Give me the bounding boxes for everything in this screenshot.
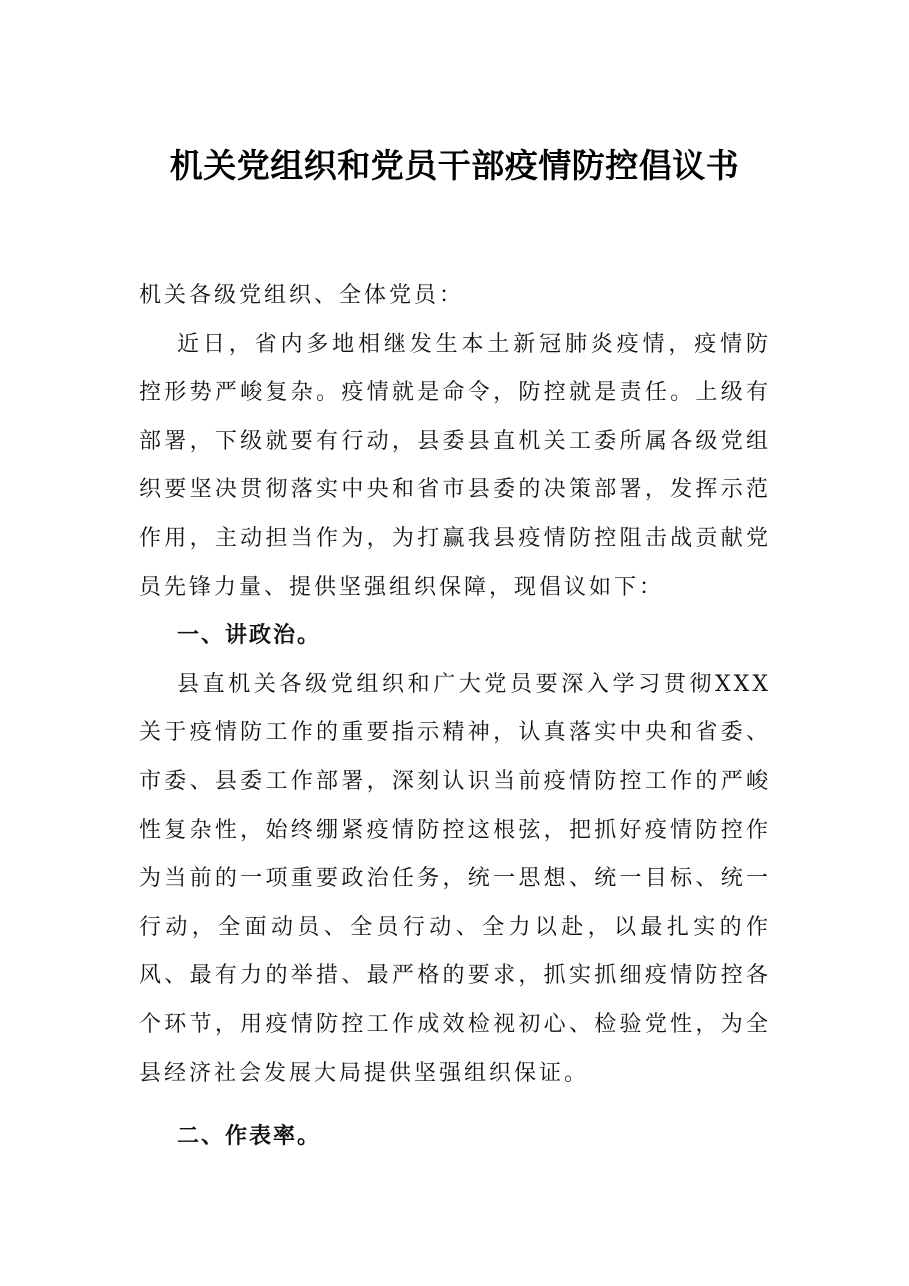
section-2-heading: 二、作表率。 bbox=[177, 1124, 322, 1150]
document-title: 机关党组织和党员干部疫情防控倡议书 bbox=[169, 146, 740, 185]
salutation: 机关各级党组织、全体党员： bbox=[139, 283, 465, 308]
section-1-paragraph: 县直机关各级党组织和广大党员要深入学习贯彻XXX关于疫情防工作的重要指示精神，认真落实中央和省委、市委、县委工作部署，深刻认识当前疫情防控工作的严峻性复杂性，始终绷紧疫情防控这根弦，把抓好疫情防控作为当前的一项重要政治任务，统一思想、统一目标、统一行动，全面动员、全员行动、全力以赴，以最扎实的作风、最有力的举措、最严格的要求，抓实抓细疫情防控各个环节，用疫情防控工作成效检视初心、检验党性，为全县经济社会发展大局提供坚强组织保证。 bbox=[139, 671, 771, 1086]
intro-paragraph: 近日，省内多地相继发生本土新冠肺炎疫情，疫情防控形势严峻复杂。疫情就是命令，防控就是责任。上级有部署，下级就要有行动，县委县直机关工委所属各级党组织要坚决贯彻落实中央和省市县委的决策部署，发挥示范作用，主动担当作为，为打赢我县疫情防控阻击战贡献党员先锋力量、提供坚强组织保障，现倡议如下： bbox=[139, 331, 771, 600]
section-1-heading: 一、讲政治。 bbox=[177, 623, 322, 649]
document-body bbox=[139, 272, 771, 1162]
